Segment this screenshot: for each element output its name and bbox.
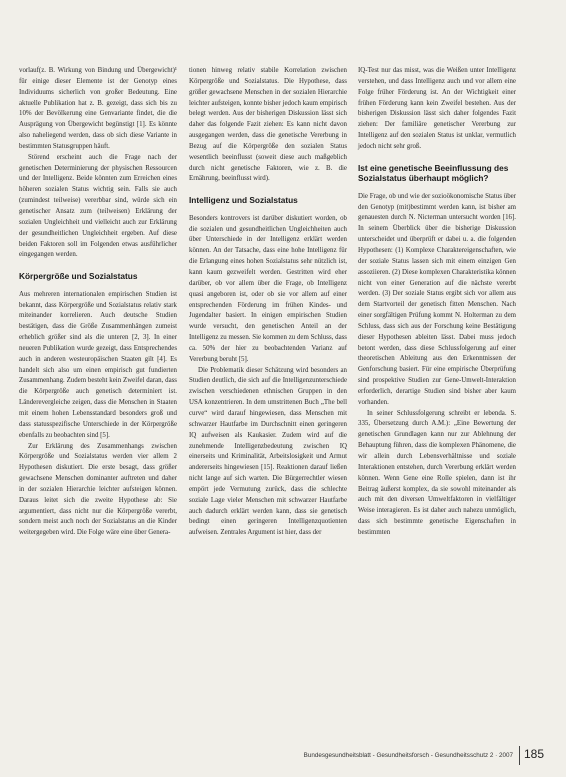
body-paragraph: Die Problematik dieser Schätzung wird besonders an Studien deutlich, die sich auf die Intelligenzunterschiede zwischen verschiedenen ethnischen Gruppen in den USA konzentrieren. In dem umstrittenen Buch „The bell curve“ wird darauf hingewiesen, dass Menschen mit schwarzer Hautfarbe im Durchschnitt einen geringeren IQ aufweisen als Kaukasier. Zudem wird auf die zunehmende Intelligenzbedeutung zwischen IQ einerseits und Kriminalität, Arbeitslosigkeit und Armut andererseits hingewiesen [15]. Reaktionen darauf ließen nicht lange auf sich warten. Die Bürgerrechtler wiesen empört jede Vermutung zurück, dass die schlechte soziale Lage vieler Menschen mit schwarzer Hautfarbe auch dadurch erklärt werden kann, dass sie genetisch bedingt einen geringeren Intelligenzquotienten aufweisen. Zentrales Argument ist hier, dass der <box>189 366 347 537</box>
page-number: 185 <box>524 747 545 761</box>
body-paragraph: vorlauf(z. B. Wirkung von Bindung und Übergewicht)¹ für einige dieser Elemente ist der Genotyp eines Individuums sicherlich von großer Bedeutung. Eine aktuelle Publikation hat z. B. gezeigt, dass sich bis zu 10% der Bevölkerung eine Genvariante findet, die die Ausprägung von Übergewicht begünstigt [1]. Es könnte also naheliegend werden, dass ob sich diese Variante in bestimmten Statusgruppen häuft. <box>19 67 177 150</box>
body-paragraph: tionen hinweg relativ stabile Korrelation zwischen Körpergröße und Sozialstatus. Die Hypothese, dass größer gewachsene Menschen in der sozialen Hierarchie leichter aufsteigen, konnte bisher jedoch kaum empirisch belegt werden. Aus der bisherigen Diskussion lässt sich daher das folgende Fazit ziehen: Es kann nicht davon ausgegangen werden, dass die genetische Vererbung in Bezug auf die Körpergröße den sozialen Status wesentlich beeinflusst (soweit diese auch maßgeblich durch nicht genetische Faktoren, wie z. B. die Ernährung, beeinflusst wird). <box>189 67 347 183</box>
body-paragraph: Störend erscheint auch die Frage nach der genetischen Determinierung der physischen Ressourcen und der Intelligenz. Beide könnten zum Erreichen eines höheren sozialen Status wichtig sein. Falls sie auch (zumindest teilweise) vererbbar sind, würde sich ein genetischer Ansatz zum (teilweisen) Erklärung der sozialen Ungleichheit und vielleicht auch zur Erklärung der gesundheitlichen Ungleichheit ergeben. Auf diese beiden Faktoren soll im Folgenden etwas ausführlicher eingegangen werden. <box>19 153 177 259</box>
section-heading: Körpergröße und Sozialstatus <box>19 271 138 282</box>
body-paragraph: Zur Erklärung des Zusammenhangs zwischen Körpergröße und Sozialstatus werden vier allem 2 Hypothesen diskutiert. Die erste besagt, dass größer gewachsene Menschen dominanter auftreten und daher in der sozialen Hierarchie leichter aufsteigen können. Daraus leitet sich die zweite Hypothese ab: Sie argumentiert, dass nicht nur die Körpergröße vererbt, sondern meist auch noch der Sozialstatus an die Kinder weitergegeben wird. Die Folge wäre eine über Genera- <box>19 442 177 537</box>
text-column-2 <box>189 66 347 539</box>
body-paragraph: Besonders kontrovers ist darüber diskutiert worden, ob die sozialen und gesundheitlichen Ungleichheiten auch über Unterschiede in der Intelligenz erklärt werden können. An der Tatsache, dass eine hohe Intelligenz für die Erlangung eines hohen Sozialstatus sehr nützlich ist, kann kaum gezweifelt werden. Gestritten wird eher darüber, ob vor allem über die Frage, ob Intelligenz quasi angeboren ist, oder ob sie vor allem auf einer entsprechenden Förderung im frühen Kindes- und Jugendalter basiert. In einigen empirischen Studien wurde versucht, den genetischen Anteil an der Intelligenz zu messen. Sie kommen zu dem Schluss, dass ca. 50% der hier zu beobachtenden Varianz auf Vererbung beruht [5]. <box>189 214 347 363</box>
body-paragraph: Die Frage, ob und wie der sozioökonomische Status über den Genotyp (mit)bestimmt werden kann, ist bisher am genauesten durch N. Nicterman untersucht worden [16]. In seinem Überblick über die bisherige Diskussion unterscheidet und überprüft er dabei u. a. die folgenden Hypothesen: (1) Komplexe Charaktereigenschaften, wie der soziale Status lassen sich mit einem einzigen Gen assoziieren. (2) Diese komplexen Charakteristika können nicht von einer Generation auf die nächste vererbt werden. (3) Der soziale Status ergibt sich vor allem aus dem Startvorteil der genetisch fitten Menschen. Nach einer sorgfältigen Prüfung kommt N. Holterman zu dem Schluss, dass sich aus der Forschung keine Bestätigung dieser Hypothesen ableiten lässt. Dabei muss jedoch betont werden, dass diese Schlussfolgerung auf einer theoretischen Ableitung aus den Erkenntnissen der Genforschung basiert. Für eine empirische Überprüfung sind prospektive Studien zur Gene-Umwelt-Interaktion erforderlich, derartige Studien sind bisher aber kaum vorhanden. <box>358 192 516 406</box>
body-paragraph: IQ-Test nur das misst, was die Weißen unter Intelligenz verstehen, und dass Intelligenz auch und vor allem eine Folge früher Förderung ist. An der Wichtigkeit einer frühen Förderung kann kein Zweifel bestehen. Aus der bisherigen Diskussion lässt sich daher folgendes Fazit ziehen: Der familiäre genetischer Vererbung zur Intelligenz auf den sozialen Status ist unklar, vermutlich jedoch nicht sehr groß. <box>358 67 516 150</box>
text-column-3 <box>358 66 516 539</box>
journal-citation: Bundesgesundheitsblatt - Gesundheitsforsch - Gesundheitsschutz 2 · 2007 <box>303 752 513 759</box>
page-footer <box>250 746 550 766</box>
footer-divider <box>519 746 520 765</box>
section-heading: Intelligenz und Sozialstatus <box>189 195 298 206</box>
body-paragraph: In seiner Schlussfolgerung schreibt er lebenda. S. 335, Übersetzung durch A.M.): „Eine Bewertung der genetischen Grundlagen kann nur zur Ablehnung der Behauptung führen, dass die komplexen Phänomene, die wir allein durch Lebensverhältnisse und soziale Interaktionen entstehen, durch Vererbung erklärt werden können. Wenn Gene eine Rolle spielen, dann ist ihr Beitrag äußerst komplex, da sie sowohl miteinander als auch mit den diversen Umweltfaktoren in vielfältiger Weise interagieren. Es ist daher auch nahezu unmöglich, dass sich bestimmte genetische Eigenschaften in bestimmten <box>358 409 516 536</box>
text-column-1 <box>19 66 177 539</box>
body-paragraph: Aus mehreren internationalen empirischen Studien ist bekannt, dass Körpergröße und Sozialstatus relativ stark miteinander korrelieren. Auch deutsche Studien bestätigen, dass die Größe Zusammenhängen zumeist erheblich größer sind als die unteren [2, 3]. In einer neueren Publikation wurde gezeigt, dass Entsprechendes auch in anderen westeuropäischen Staaten gilt [4]. Es handelt sich also um einen empirisch gut fundierten Zusammenhang. Zudem besteht kein Zweifel daran, dass die Körpergröße auch genetisch determiniert ist. Länderevergleiche zeigen, dass die Menschen in Staaten mit einem hohen Lebensstandard besonders groß und dass statusspezifische Unterschiede in der Körpergröße ebenfalls zu beobachten sind [5]. <box>19 290 177 439</box>
section-heading: Ist eine genetische Beeinflussung des Sozialstatus überhaupt möglich? <box>358 162 509 184</box>
